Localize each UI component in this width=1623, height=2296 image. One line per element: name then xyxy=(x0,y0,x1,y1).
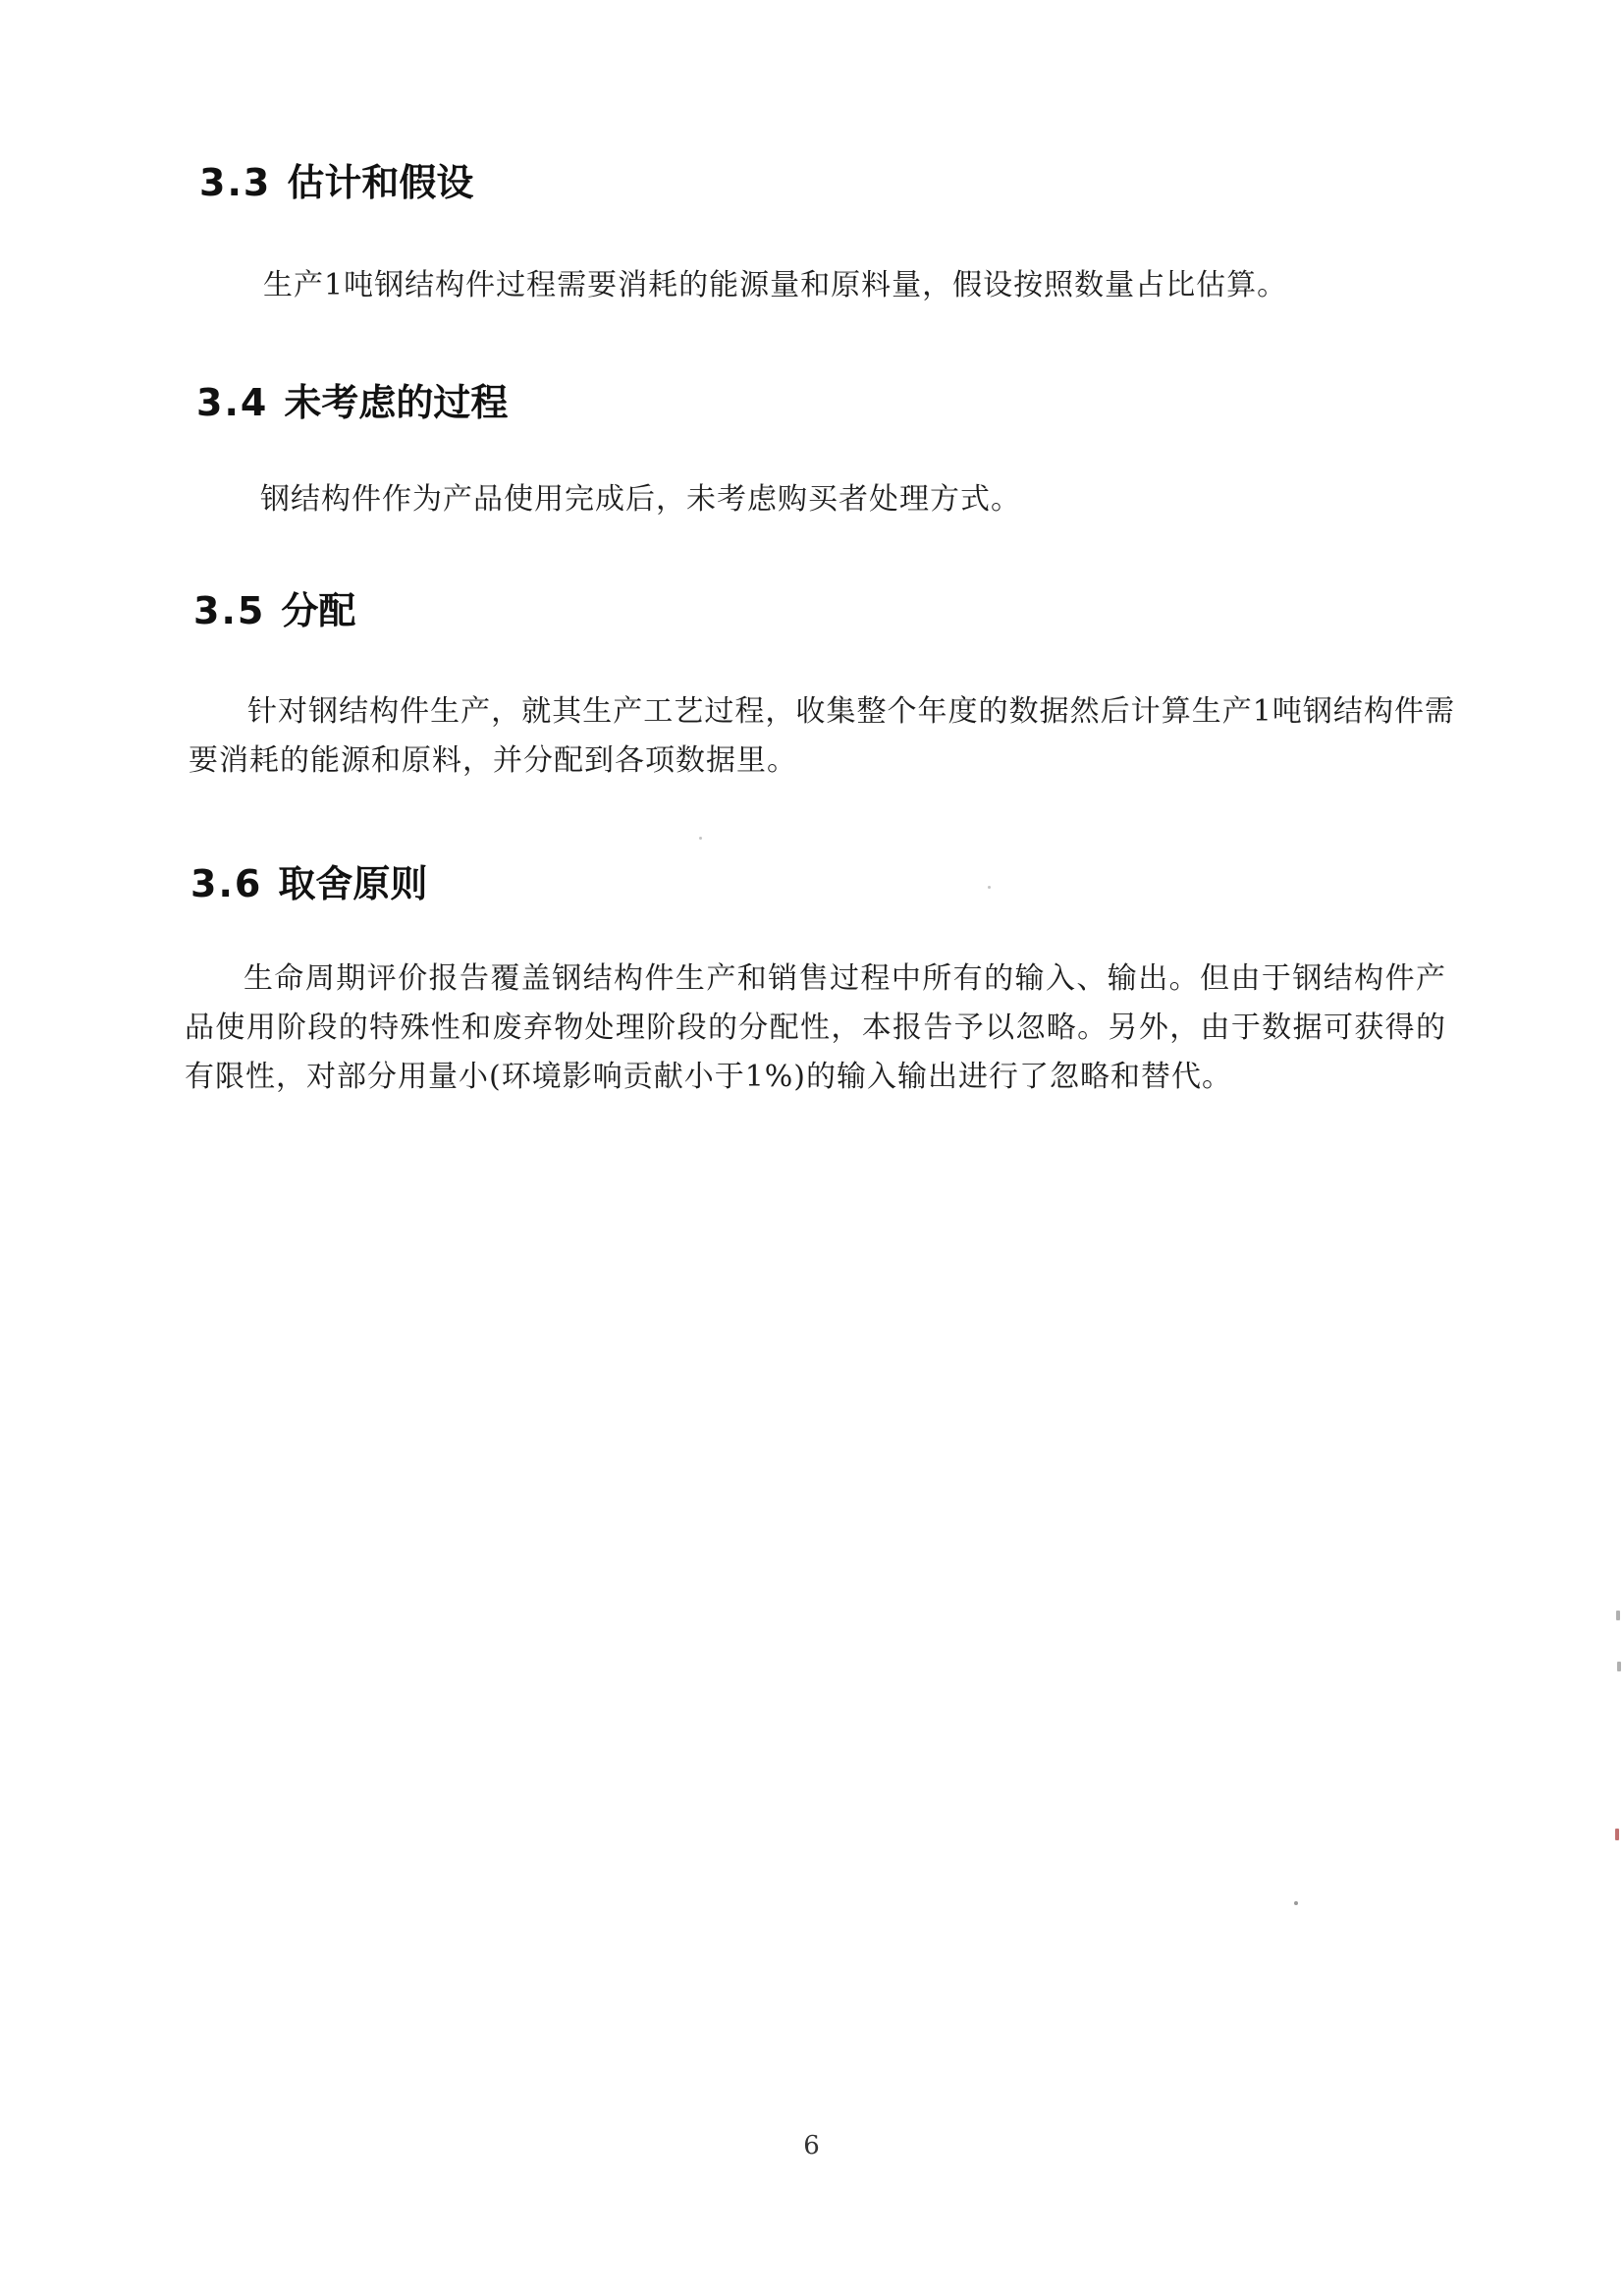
page-number: 6 xyxy=(803,2131,820,2160)
scan-speck xyxy=(1615,1829,1619,1840)
section-number: 3.3 xyxy=(199,161,272,204)
scan-speck xyxy=(1617,1662,1621,1671)
section-heading-3-3 xyxy=(199,159,473,206)
section-number: 3.6 xyxy=(190,862,263,905)
section-title: 分配 xyxy=(281,589,356,632)
section-title: 估计和假设 xyxy=(287,161,474,204)
section-number: 3.5 xyxy=(193,589,266,632)
section-body-3-4: 钢结构件作为产品使用完成后，未考虑购买者处理方式。 xyxy=(260,482,1021,517)
section-heading-3-4 xyxy=(196,379,508,426)
section-heading-3-5 xyxy=(193,587,355,634)
section-body-3-5: 针对钢结构件生产，就其生产工艺过程，收集整个年度的数据然后计算生产1吨钢结构件需要消耗的能源和原料，并分配到各项数据里。 xyxy=(189,694,1455,778)
scan-speck xyxy=(699,837,702,840)
section-body-3-3: 生产1吨钢结构件过程需要消耗的能源量和原料量，假设按照数量占比估算。 xyxy=(263,268,1288,302)
scan-speck xyxy=(988,886,991,889)
section-body-3-6: 生命周期评价报告覆盖钢结构件生产和销售过程中所有的输入、输出。但由于钢结构件产品使用阶段的特殊性和废弃物处理阶段的分配性，本报告予以忽略。另外，由于数据可获得的有限性，对部分用量小(环境影响贡献小于1%)的输入输出进行了忽略和替代。 xyxy=(185,961,1446,1094)
section-title: 未考虑的过程 xyxy=(284,381,509,424)
scan-speck xyxy=(1294,1901,1298,1905)
section-title: 取舍原则 xyxy=(278,862,428,905)
section-heading-3-6 xyxy=(190,860,427,907)
section-number: 3.4 xyxy=(196,381,269,424)
scan-speck xyxy=(1616,1611,1620,1620)
